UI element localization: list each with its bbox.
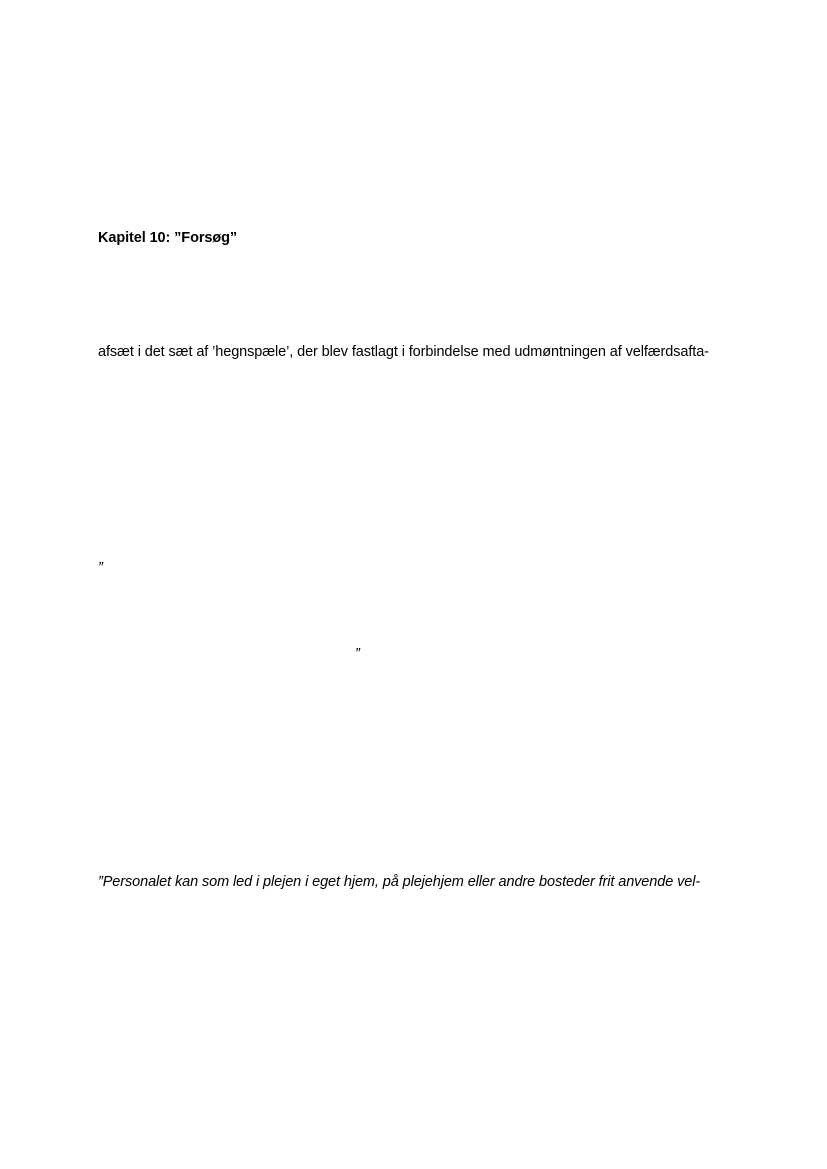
paragraph-line: afsæt i det sæt af ’hegnspæle’, der blev fastlagt i forbindelse med udmøntningen af velfærdsafta- (98, 344, 709, 360)
quoted-text-line: ”Personalet kan som led i plejen i eget hjem, på plejehjem eller andre bosteder frit anvende vel- (98, 874, 701, 890)
chapter-heading: Kapitel 10: ”Forsøg” (98, 230, 237, 246)
closing-quote-mark: ” (98, 560, 103, 576)
closing-quote-mark: ” (355, 646, 360, 662)
